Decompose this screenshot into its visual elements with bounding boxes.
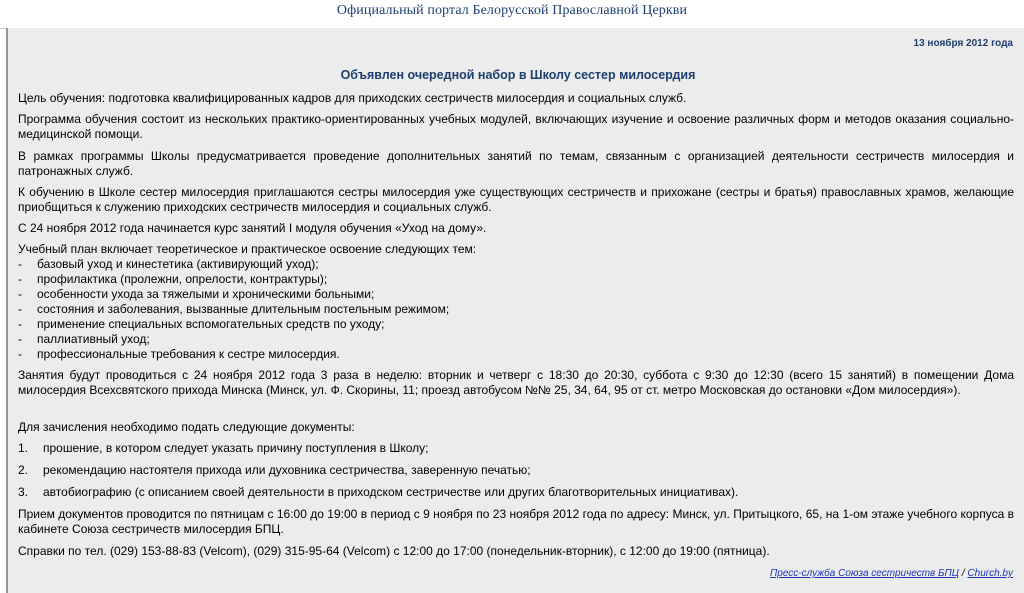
documents-list <box>18 441 1014 507</box>
paragraph-invitation: К обучению в Школе сестер милосердия приглашаются сестры милосердия уже существующих сестричеств и прихожане (сестры и братья) православных храмов, желающие приобщиться к служению приходских сестричеств милосердия и социальных служб. <box>18 185 1014 214</box>
paragraph-course-start: С 24 ноября 2012 года начинается курс занятий I модуля обучения «Уход на дому». <box>18 221 487 235</box>
source-separator: / <box>959 568 968 579</box>
topic-text: состояния и заболевания, вызванные длительным постельным режимом; <box>37 302 450 316</box>
item-number: 1. <box>18 441 29 455</box>
article-date: 13 ноября 2012 года <box>913 38 1013 49</box>
item-number: 3. <box>18 485 29 499</box>
paragraph-submission: Прием документов проводится по пятницам с 16:00 до 19:00 в период с 9 ноября по 23 ноября 2012 года по адресу: Минск, ул. Притыцкого, 65, на 1-ом этаже учебного корпуса в кабинете Союза сестричеств милосердия БПЦ. <box>18 507 1014 536</box>
list-item <box>18 272 449 287</box>
list-item <box>18 317 449 332</box>
list-item <box>18 287 449 302</box>
topic-text: профессиональные требования к сестре милосердия. <box>37 347 340 361</box>
list-item <box>18 332 449 347</box>
paragraph-extra-classes: В рамках программы Школы предусматривается проведение дополнительных занятий по темам, связанным с организацией деятельности сестричеств милосердия и патронажных служб. <box>18 149 1014 178</box>
dash-marker: - <box>18 317 22 331</box>
paragraph-curriculum-intro: Учебный план включает теоретическое и практическое освоение следующих тем: <box>18 242 477 256</box>
topic-text: применение специальных вспомогательных средств по уходу; <box>37 317 385 331</box>
topic-text: паллиативный уход; <box>37 332 150 346</box>
dash-marker: - <box>18 287 22 301</box>
article-title: Объявлен очередной набор в Школу сестер милосердия <box>340 68 696 82</box>
list-item <box>18 257 449 272</box>
document-text: рекомендацию настоятеля прихода или духовника сестричества, заверенную печатью; <box>43 463 531 477</box>
paragraph-schedule: Занятия будут проводиться с 24 ноября 2012 года 3 раза в неделю: вторник и четверг с 18:30 до 20:30, суббота с 9:30 до 12:30 (всего 15 занятий) в помещении Дома милосердия Всехсвятского прихода Минска (Минск, ул. Ф. Скорины, 11; проезд автобусом №№ 25, 34, 64, 95 от ст. метро Московская до остановки «Дом милосердия»). <box>18 368 1014 397</box>
list-item <box>18 441 1014 463</box>
paragraph-goal: Цель обучения: подготовка квалифицированных кадров для приходских сестричеств милосердия и социальных служб. <box>18 91 687 105</box>
topic-text: профилактика (пролежни, опрелости, контрактуры); <box>37 272 328 286</box>
dash-marker: - <box>18 257 22 271</box>
paragraph-documents-intro: Для зачисления необходимо подать следующие документы: <box>18 420 355 434</box>
site-title[interactable]: Официальный портал Белорусской Православной Церкви <box>336 3 688 18</box>
dash-marker: - <box>18 302 22 316</box>
list-item <box>18 485 1014 507</box>
article-panel <box>6 28 1024 593</box>
topics-list <box>18 257 449 362</box>
church-by-link[interactable]: Church.by <box>967 568 1013 579</box>
list-item <box>18 347 449 362</box>
press-service-link[interactable]: Пресс-служба Союза сестричеств БПЦ <box>770 568 960 579</box>
topic-text: базовый уход и кинестетика (активирующий уход); <box>37 257 319 271</box>
site-header <box>0 0 1024 29</box>
source-credit <box>770 568 1013 579</box>
list-item <box>18 463 1014 485</box>
topic-text: особенности ухода за тяжелыми и хроническими больными; <box>37 287 375 301</box>
paragraph-contacts: Справки по тел. (029) 153-88-83 (Velcom), (029) 315-95-64 (Velcom) с 12:00 до 17:00 (понедельник-вторник), с 12:00 до 19:00 (пятница). <box>18 544 770 558</box>
document-text: прошение, в котором следует указать причину поступления в Школу; <box>43 441 429 455</box>
dash-marker: - <box>18 347 22 361</box>
list-item <box>18 302 449 317</box>
dash-marker: - <box>18 332 22 346</box>
item-number: 2. <box>18 463 29 477</box>
dash-marker: - <box>18 272 22 286</box>
paragraph-program: Программа обучения состоит из нескольких практико-ориентированных учебных модулей, включающих изучение и освоение различных форм и методов оказания социально-медицинской помощи. <box>18 112 1014 141</box>
document-text: автобиографию (с описанием своей деятельности в приходском сестричестве или других благотворительных инициативах). <box>43 485 739 499</box>
